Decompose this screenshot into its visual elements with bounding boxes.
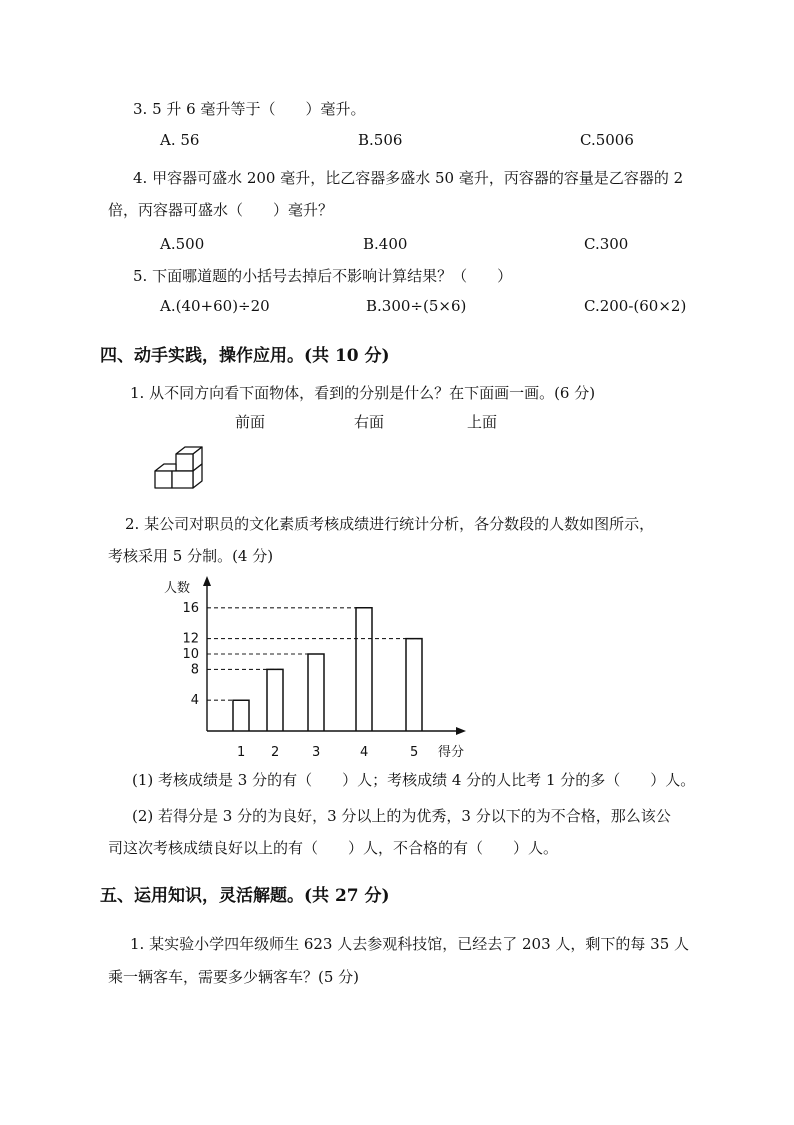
q5-stem: 5. 下面哪道题的小括号去掉后不影响计算结果？（ ） [133, 267, 513, 285]
s4-q2-sub2-line1: (2) 若得分是 3 分的为良好，3 分以上的为优秀，3 分以下的为不合格，那么该公 [132, 807, 671, 825]
bar-score-5 [406, 639, 422, 731]
x-tick-3: 3 [312, 745, 321, 760]
score-distribution-chart [150, 570, 480, 765]
view-front-label: 前面 [235, 413, 266, 431]
view-top-label: 上面 [467, 413, 498, 431]
s4-q2-sub1: (1) 考核成绩是 3 分的有（ ）人；考核成绩 4 分的人比考 1 分的多（ ）人。 [132, 771, 696, 789]
s5-q1-line2: 乘一辆客车，需要多少辆客车？(5 分) [108, 968, 360, 986]
q3-option-a: A. 56 [160, 131, 200, 149]
s4-q2-stem-line1: 2. 某公司对职员的文化素质考核成绩进行统计分析，各分数段的人数如图所示， [125, 515, 655, 533]
section4-title: 四、动手实践，操作应用。(共 10 分) [100, 346, 390, 366]
y-tick-12: 12 [182, 631, 199, 647]
q4-option-b: B.400 [363, 235, 408, 253]
y-tick-8: 8 [190, 662, 199, 678]
y-axis-arrow [203, 576, 211, 586]
y-tick-16: 16 [182, 600, 199, 616]
bar-score-3 [308, 654, 324, 731]
q4-option-c: C.300 [584, 235, 629, 253]
s4-q1-stem: 1. 从不同方向看下面物体，看到的分别是什么？在下面画一画。(6 分) [130, 384, 596, 402]
cube-stack-figure [150, 440, 212, 492]
q5-option-c: C.200-(60×2) [584, 297, 687, 315]
q3-option-b: B.506 [358, 131, 403, 149]
q4-option-a: A.500 [160, 235, 205, 253]
x-tick-4: 4 [360, 745, 369, 760]
q3-stem: 3. 5 升 6 毫升等于（ ）毫升。 [133, 100, 366, 118]
bar-score-4 [356, 608, 372, 731]
q4-stem-line1: 4. 甲容器可盛水 200 毫升，比乙容器多盛水 50 毫升，丙容器的容量是乙容器的 2 [133, 169, 684, 187]
y-axis-label: 人数 [164, 581, 191, 596]
s4-q2-stem-line2: 考核采用 5 分制。(4 分) [108, 547, 274, 565]
bar-score-1 [233, 700, 249, 731]
x-axis-label: 得分 [438, 745, 465, 760]
s5-q1-line1: 1. 某实验小学四年级师生 623 人去参观科技馆，已经去了 203 人，剩下的每 35 人 [130, 935, 690, 953]
q4-stem-line2: 倍，丙容器可盛水（ ）毫升？ [108, 201, 334, 219]
x-tick-5: 5 [410, 745, 419, 760]
q5-option-a: A.(40+60)÷20 [160, 297, 270, 315]
x-tick-1: 1 [237, 745, 246, 760]
x-axis-arrow [456, 727, 466, 735]
y-tick-4: 4 [190, 693, 199, 709]
q5-option-b: B.300÷(5×6) [366, 297, 467, 315]
x-tick-2: 2 [271, 745, 280, 760]
y-tick-10: 10 [182, 647, 199, 662]
s4-q2-sub2-line2: 司这次考核成绩良好以上的有（ ）人，不合格的有（ ）人。 [108, 839, 559, 857]
view-right-label: 右面 [354, 413, 385, 431]
q3-option-c: C.5006 [580, 131, 634, 149]
section5-title: 五、运用知识，灵活解题。(共 27 分) [100, 886, 390, 906]
bar-score-2 [267, 669, 283, 731]
